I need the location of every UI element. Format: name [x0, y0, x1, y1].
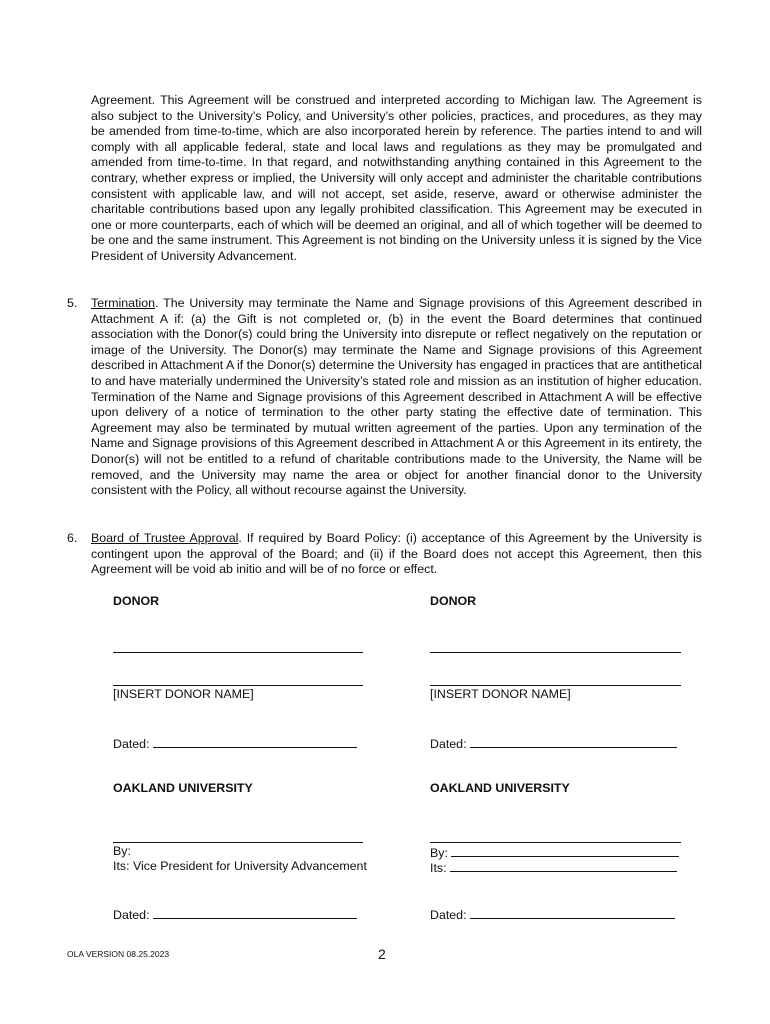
- section-6-heading: Board of Trustee Approval: [91, 531, 239, 545]
- university-right-signature-line[interactable]: [430, 842, 681, 843]
- donor-left-title: DONOR: [113, 594, 160, 608]
- section-6-paragraph: [91, 531, 702, 578]
- section-5-text: The University may terminate the Name and Signage provisions of this Agreement described in Attachment A if: (a) the Gift is not completed or, (b) in the event the Board determines that continued association with the Donor(s) could bring the University into disrepute or reflect negatively on the reputation or image of the University. The Donor(s) may terminate the Name and Signage provisions of this Agreement described in Attachment A if the Donor(s) determine the University has engaged in practices that are antithetical to and have materially undermined the University’s stated role and mission as an institution of higher education. Termination of the Name and Signage provisions of this Agreement described in Attachment A will be effective upon delivery of a notice of termination to the other party stating the effective date of termination. This Agreement may also be terminated by mutual written agreement of the parties. Upon any termination of the Name and Signage provisions of this Agreement described in Attachment A or this Agreement in its entirety, the Donor(s) will not be entitled to a refund of charitable contributions made to the University, the Name will be removed, and the University may name the area or object for another financial donor to the University consistent with the Policy, all without recourse against the University.: [91, 296, 702, 498]
- university-right-title: OAKLAND UNIVERSITY: [430, 781, 570, 795]
- section-6-number: 6.: [67, 531, 78, 545]
- section-5-heading-suffix: .: [155, 296, 159, 310]
- dated-label: Dated:: [430, 737, 467, 751]
- donor-right-signature-line[interactable]: [430, 652, 681, 653]
- donor-left-date-field[interactable]: [153, 735, 357, 748]
- donor-right-name-line[interactable]: [430, 685, 681, 686]
- donor-right-name: [INSERT DONOR NAME]: [430, 687, 571, 701]
- university-right-its: [430, 859, 677, 876]
- donor-left-name-line[interactable]: [113, 685, 363, 686]
- its-label: Its:: [430, 861, 447, 875]
- donor-right-title: DONOR: [430, 594, 477, 608]
- page-number: 2: [378, 946, 386, 962]
- university-left-its: Its: Vice President for University Advancement: [113, 859, 367, 873]
- section-6-heading-suffix: .: [238, 531, 242, 545]
- university-right-date-field[interactable]: [470, 906, 675, 919]
- donor-right-dated: [430, 735, 677, 752]
- dated-label: Dated:: [113, 737, 150, 751]
- section-5-number: 5.: [67, 296, 78, 310]
- paragraph-intro: Agreement. This Agreement will be construed and interpreted according to Michigan law. The Agreement is also subject to the University’s Policy, and University’s other policies, practices, and procedures, as they may be amended from time-to-time, which are also incorporated herein by reference. The parties intend to and will comply with all applicable federal, state and local laws and regulations as they may be promulgated and amended from time-to-time. In that regard, and notwithstanding anything contained in this Agreement to the contrary, whether express or implied, the University will only accept and administer the charitable contributions consistent with applicable law, and will not accept, set aside, reserve, award or otherwise administer the charitable contributions based upon any legally prohibited classification. This Agreement may be executed in one or more counterparts, each of which will be deemed an original, and all of which together will be deemed to be one and the same instrument. This Agreement is not binding on the University unless it is signed by the Vice President of University Advancement.: [91, 93, 702, 263]
- by-label: By:: [430, 846, 448, 860]
- university-left-date-field[interactable]: [153, 906, 357, 919]
- donor-right-date-field[interactable]: [470, 735, 677, 748]
- footer-version: OLA VERSION 08.25.2023: [67, 949, 170, 959]
- dated-label: Dated:: [430, 908, 467, 922]
- dated-label: Dated:: [113, 908, 150, 922]
- donor-left-dated: [113, 735, 357, 752]
- section-5-paragraph: [91, 296, 702, 499]
- university-right-by-field[interactable]: [451, 844, 679, 857]
- university-left-signature-line[interactable]: [113, 842, 363, 843]
- donor-left-signature-line[interactable]: [113, 652, 363, 653]
- university-left-title: OAKLAND UNIVERSITY: [113, 781, 253, 795]
- university-right-its-field[interactable]: [450, 859, 677, 872]
- university-right-dated: [430, 906, 675, 923]
- section-6-text: If required by Board Policy: (i) acceptance of this Agreement by the University is contingent upon the approval of the Board; and (ii) if the Board does not accept this Agreement, then this Agreement will be void ab initio and will be of no force or effect.: [91, 531, 702, 577]
- university-left-by: By:: [113, 844, 131, 858]
- university-left-dated: [113, 906, 357, 923]
- donor-left-name: [INSERT DONOR NAME]: [113, 687, 254, 701]
- section-5-heading: Termination: [91, 296, 156, 310]
